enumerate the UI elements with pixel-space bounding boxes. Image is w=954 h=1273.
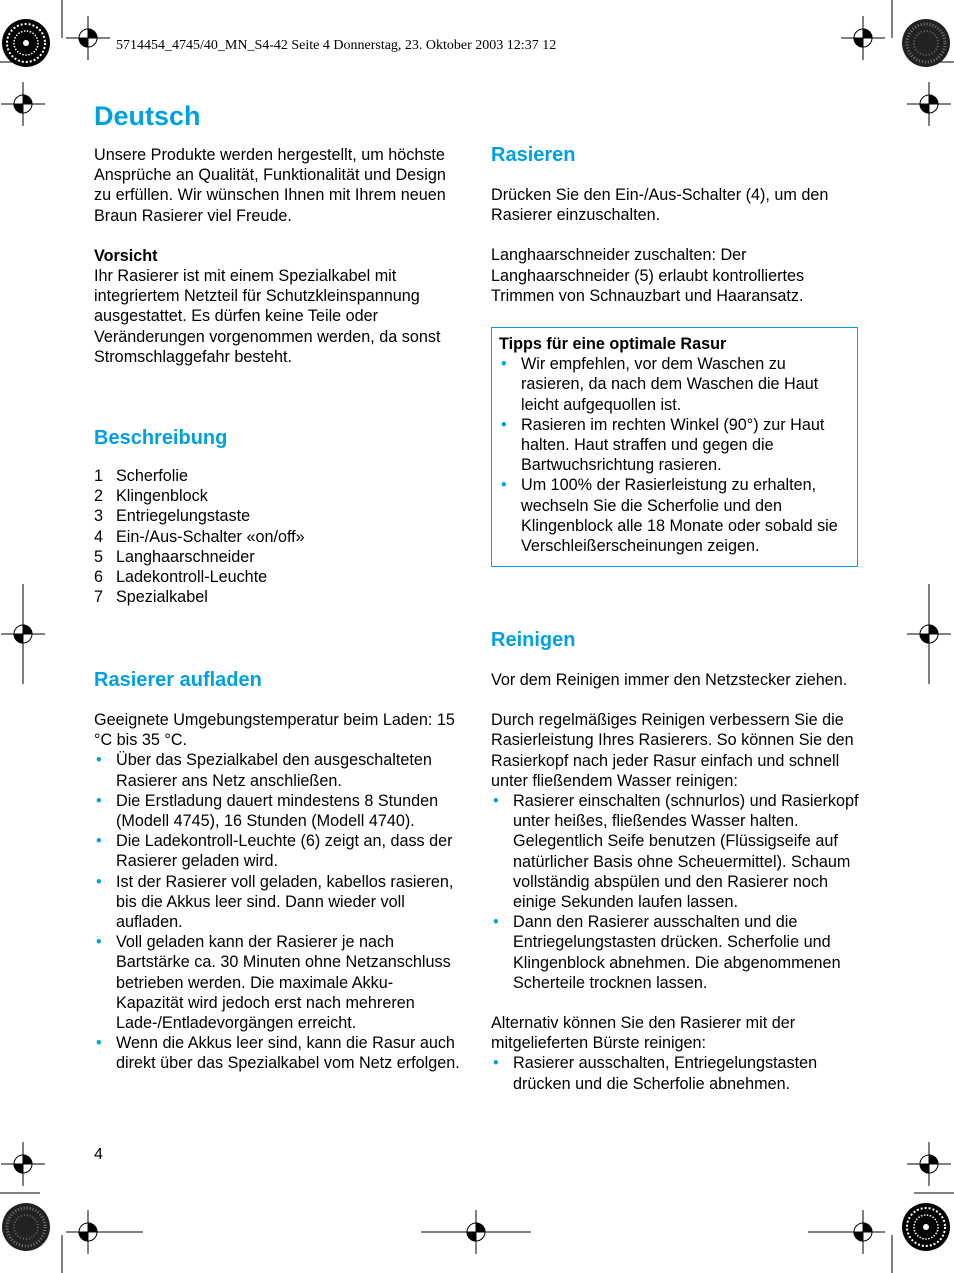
list-item: 7 Spezialkabel xyxy=(94,588,208,607)
description-section xyxy=(94,426,460,607)
cleaning-paragraph-3: Alternativ können Sie den Rasierer mit der mitgelieferten Bürste reinigen: xyxy=(491,1014,796,1053)
list-item: 3 Entriegelungstaste xyxy=(94,507,251,526)
page-title: Deutsch xyxy=(94,101,201,131)
caution-heading: Vorsicht xyxy=(94,246,158,265)
charging-intro: Geeignete Umgebungstemperatur beim Laden: 15 °C bis 35 °C. xyxy=(94,711,455,750)
charging-heading: Rasierer aufladen xyxy=(94,669,262,691)
cleaning-paragraph-2: Durch regelmäßiges Reinigen verbessern Sie die Rasierleistung Ihres Rasierers. So können Sie den Rasierkopf nach jeder Rasur einfach und schnell unter fließendem Wasser reinigen: xyxy=(491,711,854,790)
tips-heading: Tipps für eine optimale Rasur xyxy=(499,335,727,353)
cleaning-heading: Reinigen xyxy=(491,629,576,651)
shaving-heading: Rasieren xyxy=(491,144,576,166)
list-item: • Rasieren im rechten Winkel (90°) zur Haut halten. Haut straffen und gegen die Bartwuchsrichtung rasieren. xyxy=(499,415,849,476)
list-item: • Die Ladekontroll-Leuchte (6) zeigt an, dass der Rasierer geladen wird. xyxy=(94,831,460,871)
list-item: • Wenn die Akkus leer sind, kann die Rasur auch direkt über das Spezialkabel vom Netz erfolgen. xyxy=(94,1033,460,1073)
description-heading: Beschreibung xyxy=(94,427,228,449)
list-item: • Rasierer einschalten (schnurlos) und Rasierkopf unter heißes, fließendes Wasser halten. Gelegentlich Seife benutzen (Flüssigseife auf natürlicher Basis ohne Scheuermittel). Schaum vollständig abspülen und den Rasierer noch einige Sekunden laufen lassen. xyxy=(491,791,859,912)
shaving-section xyxy=(491,143,859,306)
tips-box xyxy=(491,327,858,567)
charging-list xyxy=(94,750,460,1073)
list-item: • Wir empfehlen, vor dem Waschen zu rasieren, da nach dem Waschen die Haut leicht aufgequollen ist. xyxy=(499,354,849,415)
list-item: • Dann den Rasierer ausschalten und die Entriegelungstasten drücken. Scherfolie und Klingenblock abnehmen. Die abgenommenen Scherteile trocknen lassen. xyxy=(491,912,859,993)
list-item: • Voll geladen kann der Rasierer je nach Bartstärke ca. 30 Minuten ohne Netzanschluss betrieben werden. Die maximale Akku-Kapazität wird jedoch erst nach mehreren Lade-/Entladevorgängen erreicht. xyxy=(94,932,460,1033)
list-item: 6 Ladekontroll-Leuchte xyxy=(94,568,268,587)
charging-section xyxy=(94,668,460,1074)
shaving-paragraph-2: Langhaarschneider zuschalten: Der Langhaarschneider (5) erlaubt kontrolliertes Trimmen von Schnauzbart und Haaransatz. xyxy=(491,246,805,305)
list-item: 5 Langhaarschneider xyxy=(94,547,255,566)
list-item: • Rasierer ausschalten, Entriegelungstasten drücken und die Scherfolie abnehmen. xyxy=(491,1053,859,1093)
caution-text: Ihr Rasierer ist mit einem Spezialkabel mit integriertem Netzteil für Schutzkleinspannung ausgestattet. Es dürfen keine Teile oder Veränderungen vorgenommen werden, da sonst Stromschlaggefahr besteht. xyxy=(94,267,441,366)
cleaning-paragraph-1: Vor dem Reinigen immer den Netzstecker ziehen. xyxy=(491,671,848,689)
left-column xyxy=(94,145,460,367)
intro-paragraph: Unsere Produkte werden hergestellt, um höchste Ansprüche an Qualität, Funktionalität und Design zu erfüllen. Wir wünschen Ihnen mit Ihrem neuen Braun Rasierer viel Freude. xyxy=(94,146,446,225)
shaving-paragraph-1: Drücken Sie den Ein-/Aus-Schalter (4), um den Rasierer einzuschalten. xyxy=(491,186,829,225)
cleaning-list xyxy=(491,791,859,993)
list-item: • Über das Spezialkabel den ausgeschalteten Rasierer ans Netz anschließen. xyxy=(94,750,460,790)
parts-list xyxy=(94,466,460,607)
list-item: • Ist der Rasierer voll geladen, kabellos rasieren, bis die Akkus leer sind. Dann wieder voll aufladen. xyxy=(94,872,460,933)
list-item: 1 Scherfolie xyxy=(94,467,188,485)
print-header-line: 5714454_4745/40_MN_S4-42 Seite 4 Donnerstag, 23. Oktober 2003 12:37 12 xyxy=(116,38,557,53)
cleaning-list-2 xyxy=(491,1053,859,1093)
page-number: 4 xyxy=(94,1146,103,1163)
list-item: 4 Ein-/Aus-Schalter «on/off» xyxy=(94,527,305,546)
tips-list xyxy=(499,354,849,556)
list-item: • Die Erstladung dauert mindestens 8 Stunden (Modell 4745), 16 Stunden (Modell 4740). xyxy=(94,791,460,831)
list-item: 2 Klingenblock xyxy=(94,487,208,506)
cleaning-section xyxy=(491,628,859,1094)
list-item: • Um 100% der Rasierleistung zu erhalten, wechseln Sie die Scherfolie und den Klingenblock alle 18 Monate oder sobald sie Verschleißerscheinungen zeigen. xyxy=(499,475,849,556)
